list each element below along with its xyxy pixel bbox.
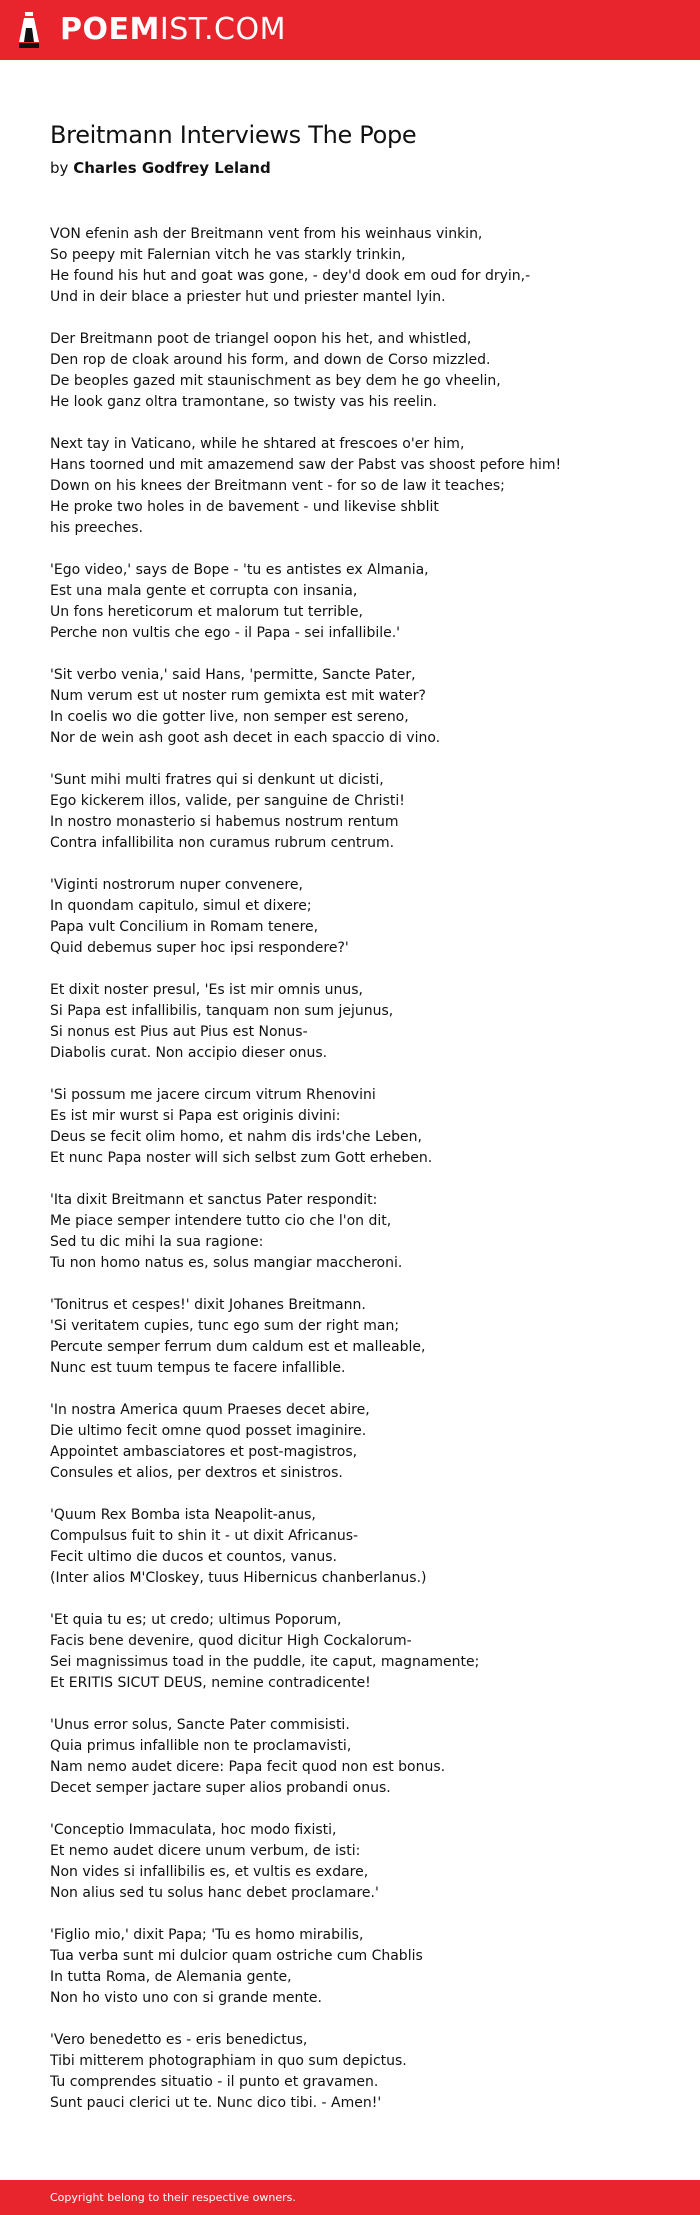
poem-line: Hans toorned und mit amazemend saw der Pabst vas shoost pefore him! xyxy=(50,457,562,473)
pencil-icon[interactable] xyxy=(18,12,40,48)
poem-line: 'Figlio mio,' dixit Papa; 'Tu es homo mirabilis, xyxy=(50,1927,364,1943)
poem-line: 'Unus error solus, Sancte Pater commisisti. xyxy=(50,1717,350,1733)
poem-line: 'Quum Rex Bomba ista Neapolit-anus, xyxy=(50,1507,316,1523)
poem-line: Contra infallibilita non curamus rubrum centrum. xyxy=(50,835,395,851)
poem-line: Me piace semper intendere tutto cio che l'on dit, xyxy=(50,1213,392,1229)
poem-line: Et dixit noster presul, 'Es ist mir omnis unus, xyxy=(50,982,363,998)
poem-line: Der Breitmann poot de triangel oopon his het, and whistled, xyxy=(50,331,472,347)
site-footer xyxy=(0,2180,700,2215)
poem-line: Quia primus infallible non te proclamavisti, xyxy=(50,1738,352,1754)
poem-line: 'Ego video,' says de Bope - 'tu es antistes ex Almania, xyxy=(50,562,429,578)
poem-line: Appointet ambasciatores et post-magistros, xyxy=(50,1444,358,1460)
stanza xyxy=(50,980,650,1064)
by-label: by xyxy=(50,159,69,177)
poem-line: 'Si veritatem cupies, tunc ego sum der right man; xyxy=(50,1318,400,1334)
poem-line: Non ho visto uno con si grande mente. xyxy=(50,1990,322,2006)
stanza xyxy=(50,1925,650,2009)
poem-line: In quondam capitulo, simul et dixere; xyxy=(50,898,312,914)
poem-line: Sed tu dic mihi la sua ragione: xyxy=(50,1234,264,1250)
poem-line: Non alius sed tu solus hanc debet proclamare.' xyxy=(50,1885,379,1901)
site-header xyxy=(0,0,700,60)
poem-line: Papa vult Concilium in Romam tenere, xyxy=(50,919,319,935)
poem-line: Si nonus est Pius aut Pius est Nonus- xyxy=(50,1024,308,1040)
poem-line: In nostro monasterio si habemus nostrum rentum xyxy=(50,814,399,830)
poem-title: Breitmann Interviews The Pope xyxy=(50,121,417,149)
poem-line: Sunt pauci clerici ut te. Nunc dico tibi. - Amen!' xyxy=(50,2095,382,2111)
poem-line: Nam nemo audet dicere: Papa fecit quod non est bonus. xyxy=(50,1759,446,1775)
poem-line: Deus se fecit olim homo, et nahm dis irds'che Leben, xyxy=(50,1129,422,1145)
stanza xyxy=(50,1190,650,1274)
poem-line: Nunc est tuum tempus te facere infallible. xyxy=(50,1360,346,1376)
poem-line: 'Et quia tu es; ut credo; ultimus Poporum, xyxy=(50,1612,342,1628)
poem-line: Tu non homo natus es, solus mangiar maccheroni. xyxy=(50,1255,403,1271)
stanza xyxy=(50,1610,650,1694)
poem-line: 'In nostra America quum Praeses decet abire, xyxy=(50,1402,370,1418)
poem-line: 'Ita dixit Breitmann et sanctus Pater respondit: xyxy=(50,1192,378,1208)
poem-line: Est una mala gente et corrupta con insania, xyxy=(50,583,358,599)
poem-line: Un fons hereticorum et malorum tut terrible, xyxy=(50,604,363,620)
poem-line: Facis bene devenire, quod dicitur High Cockalorum- xyxy=(50,1633,412,1649)
site-logo[interactable] xyxy=(60,12,286,47)
poem-line: Die ultimo fecit omne quod posset imaginire. xyxy=(50,1423,367,1439)
poem-line: Percute semper ferrum dum caldum est et malleable, xyxy=(50,1339,426,1355)
poem-line: Compulsus fuit to shin it - ut dixit Africanus- xyxy=(50,1528,359,1544)
poem-line: 'Sit verbo venia,' said Hans, 'permitte, Sancte Pater, xyxy=(50,667,416,683)
poem-line: Si Papa est infallibilis, tanquam non sum jejunus, xyxy=(50,1003,394,1019)
stanza xyxy=(50,1715,650,1799)
author-name[interactable]: Charles Godfrey Leland xyxy=(73,159,271,177)
poem-line: Et nunc Papa noster will sich selbst zum Gott erheben. xyxy=(50,1150,433,1166)
poem-line: (Inter alios M'Closkey, tuus Hibernicus chanberlanus.) xyxy=(50,1570,427,1586)
poem-line: 'Vero benedetto es - eris benedictus, xyxy=(50,2032,308,2048)
poem-body xyxy=(50,224,650,2114)
poem-line: In coelis wo die gotter live, non semper est sereno, xyxy=(50,709,409,725)
stanza xyxy=(50,1505,650,1589)
poem-line: He proke two holes in de bavement - und likevise shblit xyxy=(50,499,439,515)
poem-line: Next tay in Vaticano, while he shtared at frescoes o'er him, xyxy=(50,436,465,452)
poem-line: Perche non vultis che ego - il Papa - sei infallibile.' xyxy=(50,625,401,641)
stanza xyxy=(50,875,650,959)
poem-line: Diabolis curat. Non accipio dieser onus. xyxy=(50,1045,328,1061)
poem-line: He look ganz oltra tramontane, so twisty vas his reelin. xyxy=(50,394,437,410)
stanza xyxy=(50,560,650,644)
poem-line: Tu comprendes situatio - il punto et gravamen. xyxy=(50,2074,379,2090)
stanza xyxy=(50,1085,650,1169)
poem-line: 'Conceptio Immaculata, hoc modo fixisti, xyxy=(50,1822,337,1838)
poem-line: Decet semper jactare super alios probandi onus. xyxy=(50,1780,391,1796)
stanza xyxy=(50,1295,650,1379)
stanza xyxy=(50,665,650,749)
poem-line: Nor de wein ash goot ash decet in each spaccio di vino. xyxy=(50,730,441,746)
poem-line: So peepy mit Falernian vitch he vas starkly trinkin, xyxy=(50,247,406,263)
stanza xyxy=(50,1400,650,1484)
poem-line: 'Sunt mihi multi fratres qui si denkunt ut dicisti, xyxy=(50,772,384,788)
poem-line: VON efenin ash der Breitmann vent from his weinhaus vinkin, xyxy=(50,226,483,242)
poem-line: Et nemo audet dicere unum verbum, de isti: xyxy=(50,1843,361,1859)
brand-bold: POEM xyxy=(60,12,160,47)
poem-line: In tutta Roma, de Alemania gente, xyxy=(50,1969,292,1985)
poem-line: Es ist mir wurst si Papa est originis divini: xyxy=(50,1108,341,1124)
poem-line: Et ERITIS SICUT DEUS, nemine contradicente! xyxy=(50,1675,371,1691)
stanza xyxy=(50,2030,650,2114)
poem-line: Fecit ultimo die ducos et countos, vanus. xyxy=(50,1549,337,1565)
poem-line: Quid debemus super hoc ipsi respondere?' xyxy=(50,940,349,956)
poem-line: Und in deir blace a priester hut und priester mantel lyin. xyxy=(50,289,446,305)
stanza xyxy=(50,434,650,539)
byline xyxy=(50,158,650,178)
poem-line: 'Si possum me jacere circum vitrum Rhenovini xyxy=(50,1087,376,1103)
copyright-text: Copyright belong to their respective owners. xyxy=(50,2191,296,2204)
poem-line: Down on his knees der Breitmann vent - for so de law it teaches; xyxy=(50,478,505,494)
poem-line: Non vides si infallibilis es, et vultis es exdare, xyxy=(50,1864,369,1880)
poem-line: 'Viginti nostrorum nuper convenere, xyxy=(50,877,303,893)
poem-line: Sei magnissimus toad in the puddle, ite caput, magnamente; xyxy=(50,1654,480,1670)
poem-line: Num verum est ut noster rum gemixta est mit water? xyxy=(50,688,426,704)
poem-line: De beoples gazed mit staunischment as bey dem he go vheelin, xyxy=(50,373,501,389)
stanza xyxy=(50,329,650,413)
stanza xyxy=(50,770,650,854)
stanza xyxy=(50,224,650,308)
poem-line: He found his hut and goat was gone, - dey'd dook em oud for dryin,- xyxy=(50,268,531,284)
poem-line: Den rop de cloak around his form, and down de Corso mizzled. xyxy=(50,352,491,368)
poem-line: Consules et alios, per dextros et sinistros. xyxy=(50,1465,343,1481)
poem-line: Tua verba sunt mi dulcior quam ostriche cum Chablis xyxy=(50,1948,423,1964)
poem-line: his preeches. xyxy=(50,520,143,536)
poem-content xyxy=(50,110,650,2135)
poem-line: Ego kickerem illos, valide, per sanguine de Christi! xyxy=(50,793,405,809)
poem-line: Tibi mitterem photographiam in quo sum depictus. xyxy=(50,2053,407,2069)
brand-light: IST.COM xyxy=(159,12,286,47)
stanza xyxy=(50,1820,650,1904)
poem-line: 'Tonitrus et cespes!' dixit Johanes Breitmann. xyxy=(50,1297,366,1313)
